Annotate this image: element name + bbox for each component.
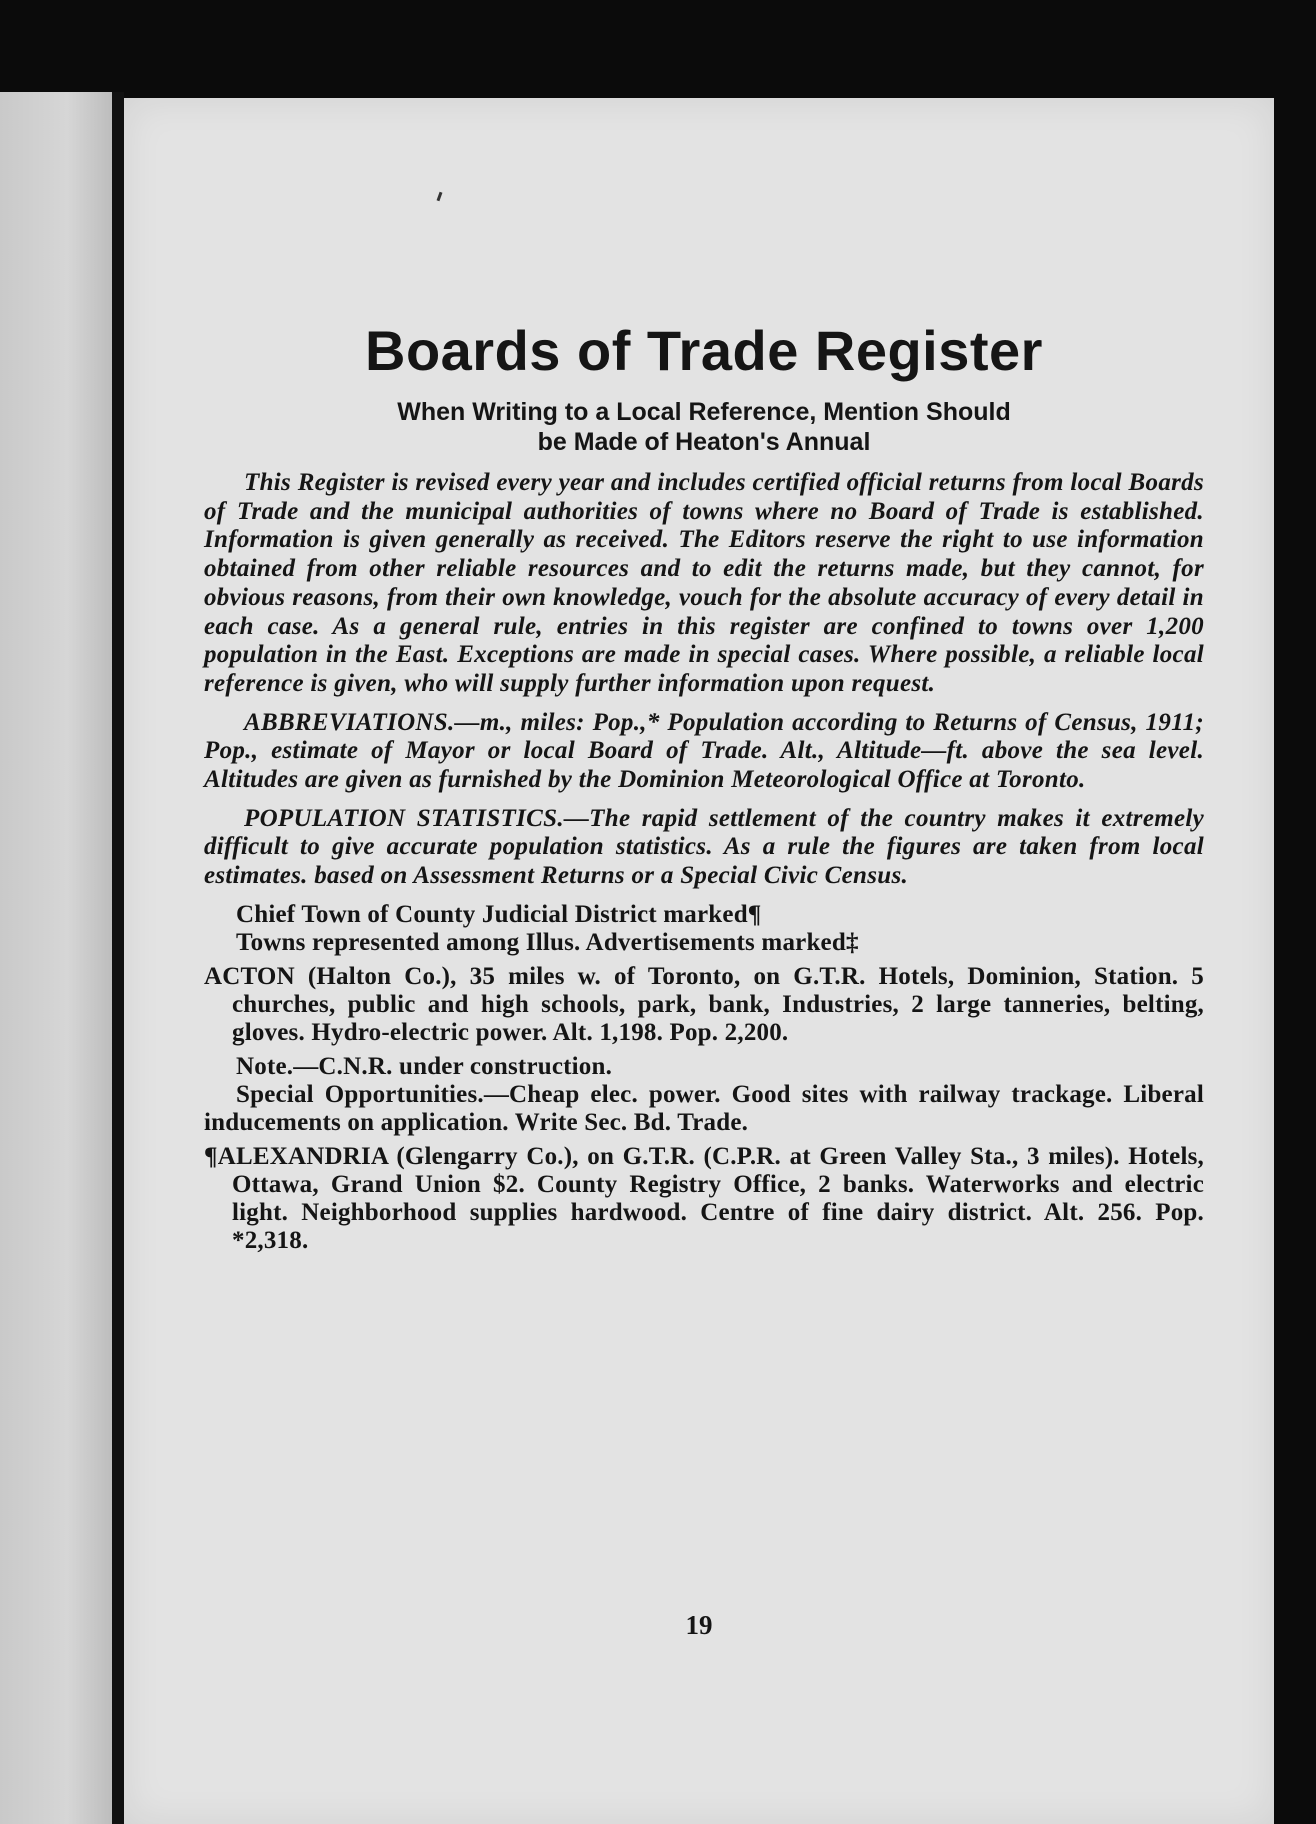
page-subtitle xyxy=(204,397,1204,457)
page-content xyxy=(204,318,1204,1261)
subtitle-line-1: When Writing to a Local Reference, Mention Should xyxy=(397,398,1011,426)
page-title: Boards of Trade Register xyxy=(365,319,1043,382)
entry-acton: ACTON (Halton Co.), 35 miles w. of Toronto, on G.T.R. Hotels, Dominion, Station. 5 churches, public and high schools, park, bank, Industries, 2 large tanneries, belting, gloves. Hydro-electric power. Alt. 1,198. Pop. 2,200. xyxy=(204,962,1204,1046)
document-page xyxy=(124,98,1274,1824)
page-number: 19 xyxy=(685,1610,713,1640)
scan-speck xyxy=(437,192,443,201)
intro-paragraph: This Register is revised every year and includes certified official returns from local Boards of Trade and the municipal authorities of towns where no Board of Trade is established. Information is given generally as received. The Editors reserve the right to use information obtained from other reliable resources and to edit the returns made, but they cannot, for obvious reasons, from their own knowledge, vouch for the absolute accuracy of every detail in each case. As a general rule, entries in this register are confined to towns over 1,200 population in the East. Exceptions are made in special cases. Where possible, a reliable local reference is given, who will supply further information upon request. xyxy=(204,469,1204,697)
chief-town-note: Chief Town of County Judicial District marked¶ xyxy=(236,900,762,928)
subtitle-line-2: be Made of Heaton's Annual xyxy=(537,428,871,456)
entry-alexandria: ¶ALEXANDRIA (Glengarry Co.), on G.T.R. (C.P.R. at Green Valley Sta., 3 miles). Hotels, Ottawa, Grand Union $2. County Registry Office, 2 banks. Waterworks and electric light. Neighborhood supplies hardwood. Centre of fine dairy district. Alt. 256. Pop. *2,318. xyxy=(204,1142,1204,1254)
towns-note: Towns represented among Illus. Advertisements marked‡ xyxy=(236,928,859,956)
page-gutter xyxy=(112,92,124,1824)
population-statistics-paragraph: POPULATION STATISTICS.—The rapid settlement of the country makes it extremely difficult to give accurate population statistics. As a rule the figures are taken from local estimates. based on Assessment Returns or a Special Civic Census. xyxy=(204,804,1204,890)
acton-note: Note.—C.N.R. under construction. xyxy=(236,1052,613,1080)
acton-opportunities: Special Opportunities.—Cheap elec. power. Good sites with railway trackage. Liberal inducements on application. Write Sec. Bd. Trade. xyxy=(204,1080,1204,1136)
previous-page-edge xyxy=(0,92,112,1824)
abbreviations-paragraph: ABBREVIATIONS.—m., miles: Pop.,* Population according to Returns of Census, 1911; Pop., estimate of Mayor or local Board of Trade. Alt., Altitude—ft. above the sea level. Altitudes are given as furnished by the Dominion Meteorological Office at Toronto. xyxy=(204,708,1204,794)
